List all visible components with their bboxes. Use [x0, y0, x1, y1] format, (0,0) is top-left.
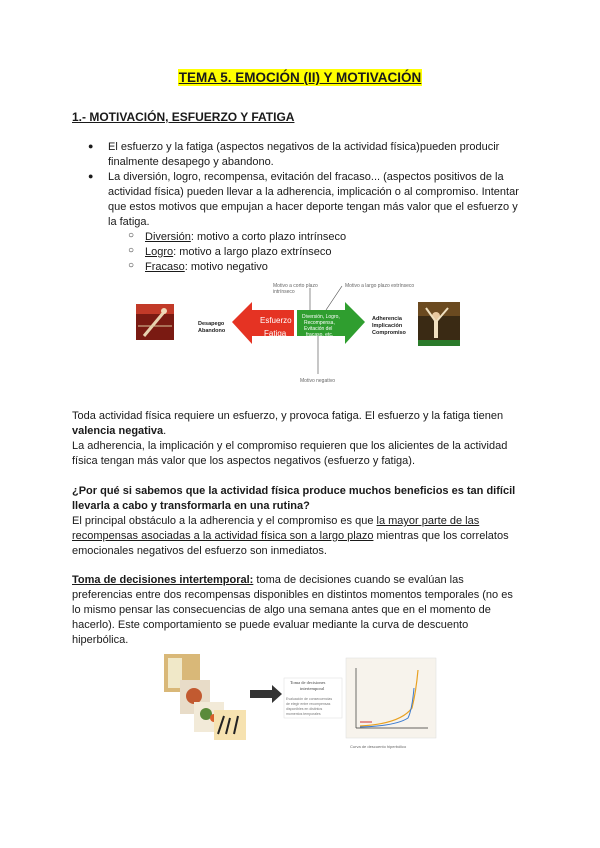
subbullet-logro: Logro: motivo a largo plazo extrínseco — [145, 246, 332, 258]
green-arrow-label-3: Evitación del — [304, 326, 333, 332]
subbullet-circle: ○ — [128, 230, 135, 241]
food-collage-photo — [164, 654, 246, 740]
section-heading: 1.- MOTIVACIÓN, ESFUERZO Y FATIGA — [72, 110, 295, 124]
pointer-line — [326, 286, 342, 310]
subbullet-fracaso: Fracaso: motivo negativo — [145, 261, 268, 273]
subbullet-circle: ○ — [128, 245, 135, 256]
intertemporal-block: Toma de decisiones intertemporal: toma de decisiones cuando se evalúan las preferencias entre dos recompensas disponibles en distintos momentos temporales (no es lo mismo pensar las consecuencias de algo una semana antes que en el momento de hacerlo). Este comportamiento se puede evaluar mediante la curva de descuento hiperbólica. — [72, 574, 513, 646]
box-title-1: Toma de decisiones — [290, 680, 326, 685]
celebration-photo-right — [418, 302, 460, 346]
green-arrow-label-4: fracaso, etc. — [306, 332, 334, 338]
green-arrow-label-2: Recompensa, — [304, 320, 335, 326]
box-text-3: disponibles en distintos — [286, 707, 323, 711]
bullet-dot: ● — [88, 141, 94, 151]
box-text-1: Evaluación de consecuencias — [286, 697, 333, 701]
box-text-2: de elegir entre recompensas — [286, 702, 331, 706]
chart-caption: Curva de descuento hiperbólico — [350, 744, 407, 749]
paragraph-valence: Toda actividad física requiere un esfuerzo, y provoca fatiga. El esfuerzo y la fatiga tienen valencia negativa. La adherencia, la implicación y el compromiso requieren que los alicientes de la actividad física tengan más valor que los aspectos negativos (esfuerzo y fatiga). — [72, 410, 508, 467]
right-label-1: Adherencia — [372, 316, 402, 322]
box-text-4: momentos temporales — [286, 712, 321, 716]
bullet-2: La diversión, logro, recompensa, evitación del fracaso... (aspectos positivos de la actividad física) pueden llevar a la adherencia, implicación o al compromiso. Intentar que estos motivos que empujan a hacer deporte tengan más valor que el esfuerzo y la fatiga. — [108, 171, 519, 228]
top-left-label-2: intrínseco — [273, 289, 295, 295]
right-label-3: Compromiso — [372, 330, 406, 336]
process-arrow — [250, 685, 282, 703]
right-label-2: Implicación — [372, 323, 403, 329]
page-title: TEMA 5. EMOCIÓN (II) Y MOTIVACIÓN — [178, 70, 422, 85]
red-arrow-label-1: Esfuerzo — [260, 316, 292, 325]
bullet-1: El esfuerzo y la fatiga (aspectos negativos de la actividad física)pueden producir finalmente desapego y abandono. — [108, 141, 500, 168]
subbullet-circle: ○ — [128, 260, 135, 271]
left-label-2: Abandono — [198, 328, 226, 334]
subbullet-diversion: Diversión: motivo a corto plazo intrínseco — [145, 231, 347, 243]
question-block: ¿Por qué si sabemos que la actividad física produce muchos beneficios es tan difícil llevarla a cabo y transformarla en una rutina? El principal obstáculo a la adherencia y el compromiso es que la mayor parte de las recompensas asociadas a la actividad física son a largo plazo mientras que los correlatos emocionales negativos del esfuerzo son inmediatos. — [72, 485, 516, 557]
left-label-1: Desapego — [198, 321, 225, 327]
top-right-label: Motivo a largo plazo extrínseco — [345, 283, 415, 289]
green-arrow-label-1: Diversión, Logro, — [302, 314, 340, 320]
athlete-photo-left — [136, 304, 174, 340]
box-title-2: intertemporal — [300, 686, 325, 691]
hyperbolic-chart — [346, 658, 436, 738]
bullet-dot: ● — [88, 171, 94, 181]
motivation-diagram — [130, 278, 470, 388]
intertemporal-figure — [160, 652, 445, 752]
bottom-label: Motivo negativo — [300, 378, 336, 384]
red-arrow-label-2: Fatiga — [264, 329, 287, 338]
top-left-label-1: Motivo a corto plazo — [273, 283, 318, 289]
